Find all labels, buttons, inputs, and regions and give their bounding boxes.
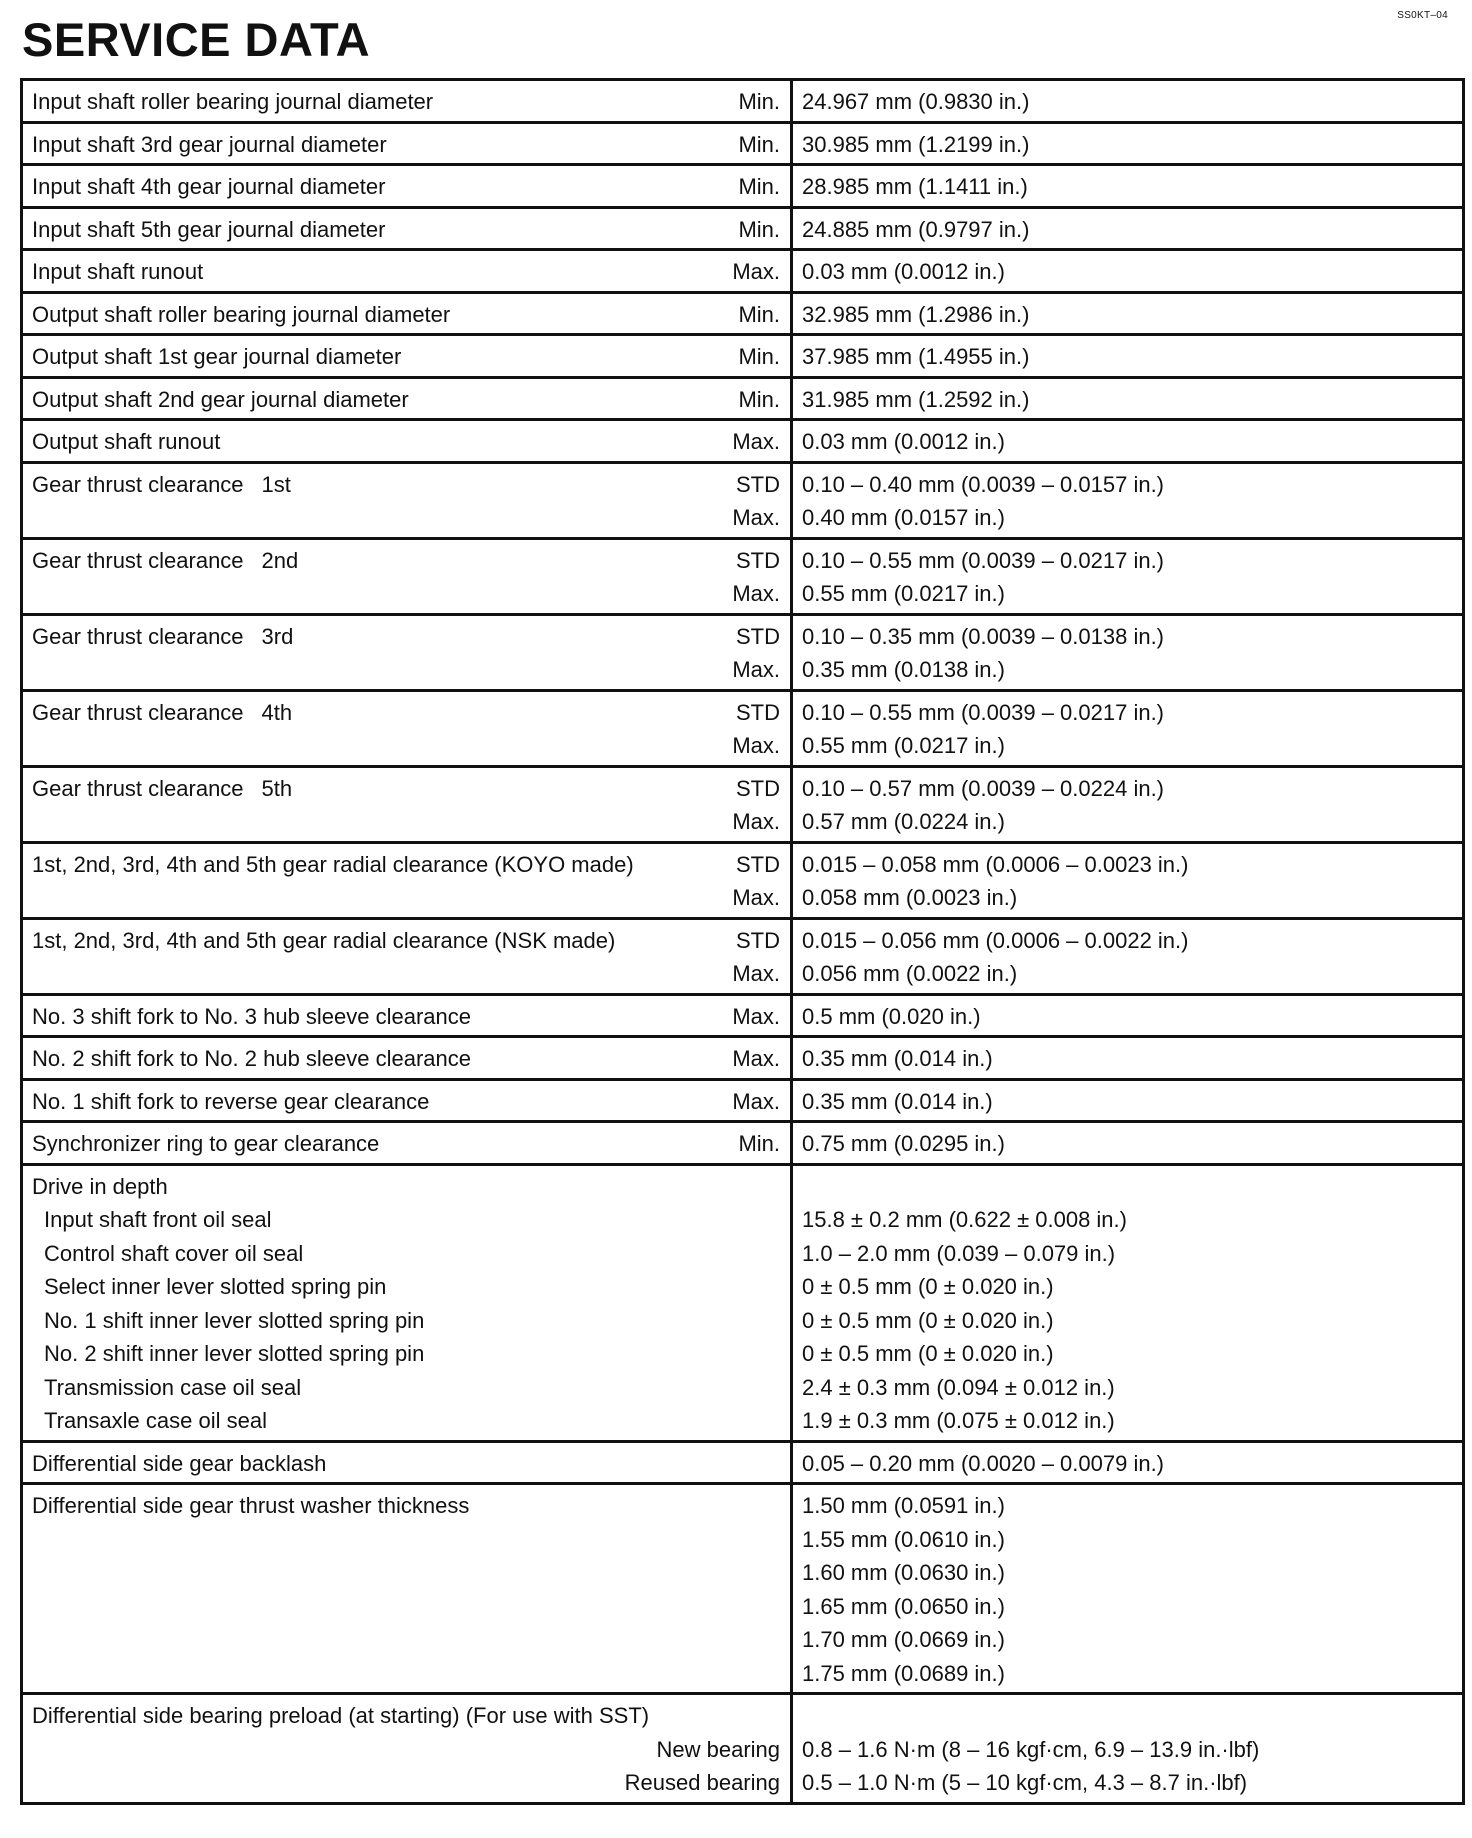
drive-in-item-value: 0 ± 0.5 mm (0 ± 0.020 in.) bbox=[802, 1307, 1054, 1333]
spec-value: 31.985 mm (1.2592 in.) bbox=[792, 377, 1464, 420]
spec-label: Output shaft 2nd gear journal diameter bbox=[22, 377, 665, 420]
std-value: 0.10 – 0.35 mm (0.0039 – 0.0138 in.) bbox=[802, 623, 1165, 649]
spec-value bbox=[792, 766, 1464, 842]
preload-item-value: 0.5 – 1.0 N·m (5 – 10 kgf·cm, 4.3 – 8.7 in.·lbf) bbox=[802, 1770, 1248, 1795]
max-label: Max. bbox=[732, 809, 780, 834]
washer-thickness-value: 1.65 mm (0.0650 in.) bbox=[802, 1593, 1005, 1619]
spec-value: 0.03 mm (0.0012 in.) bbox=[792, 420, 1464, 463]
gear-name: 4th bbox=[261, 699, 293, 725]
spec-label bbox=[22, 766, 665, 842]
std-value: 0.015 – 0.058 mm (0.0006 – 0.0023 in.) bbox=[802, 851, 1189, 877]
drive-in-item-value: 2.4 ± 0.3 mm (0.094 ± 0.012 in.) bbox=[802, 1374, 1115, 1400]
drive-in-item-label: Control shaft cover oil seal bbox=[44, 1240, 304, 1266]
std-value: 0.10 – 0.57 mm (0.0039 – 0.0224 in.) bbox=[802, 775, 1165, 801]
preload-item-label: Reused bearing bbox=[624, 1770, 780, 1795]
table-row bbox=[22, 1164, 1464, 1441]
spec-limit bbox=[665, 690, 792, 766]
max-label: Max. bbox=[732, 581, 780, 606]
table-row bbox=[22, 614, 1464, 690]
spec-value: 24.885 mm (0.9797 in.) bbox=[792, 207, 1464, 250]
std-label: STD bbox=[736, 547, 780, 573]
spec-value: 0.75 mm (0.0295 in.) bbox=[792, 1122, 1464, 1165]
std-label: STD bbox=[736, 471, 780, 497]
spec-limit: Max. bbox=[665, 250, 792, 293]
std-value: 0.10 – 0.40 mm (0.0039 – 0.0157 in.) bbox=[802, 471, 1165, 497]
washer-thickness-value: 1.75 mm (0.0689 in.) bbox=[802, 1660, 1005, 1686]
spec-value bbox=[792, 1694, 1464, 1804]
table-row bbox=[22, 420, 1464, 463]
spec-value bbox=[792, 1164, 1464, 1441]
table-row bbox=[22, 1484, 1464, 1694]
spec-limit: Max. bbox=[665, 994, 792, 1037]
preload-item-label: New bearing bbox=[656, 1736, 780, 1762]
gear-name: 1st bbox=[261, 471, 291, 497]
drive-in-item-value: 0 ± 0.5 mm (0 ± 0.020 in.) bbox=[802, 1341, 1054, 1366]
spec-label: No. 2 shift fork to No. 2 hub sleeve clearance bbox=[22, 1037, 665, 1080]
drive-in-item-label: No. 1 shift inner lever slotted spring pin bbox=[44, 1307, 425, 1333]
gear-thrust-label: Gear thrust clearance bbox=[32, 623, 244, 649]
spec-label: Differential side gear thrust washer thickness bbox=[22, 1484, 665, 1694]
spec-label: Synchronizer ring to gear clearance bbox=[22, 1122, 665, 1165]
spec-label: Output shaft roller bearing journal diameter bbox=[22, 292, 665, 335]
spec-label: Output shaft runout bbox=[22, 420, 665, 463]
spec-value: 24.967 mm (0.9830 in.) bbox=[792, 80, 1464, 123]
spec-limit bbox=[665, 766, 792, 842]
gear-thrust-label: Gear thrust clearance bbox=[32, 699, 244, 725]
max-label: Max. bbox=[732, 733, 780, 758]
spec-value: 0.03 mm (0.0012 in.) bbox=[792, 250, 1464, 293]
gear-name: 5th bbox=[261, 775, 293, 801]
service-data-table bbox=[20, 78, 1465, 1805]
std-label: STD bbox=[736, 623, 780, 649]
washer-thickness-value: 1.60 mm (0.0630 in.) bbox=[802, 1560, 1005, 1585]
max-value: 0.55 mm (0.0217 in.) bbox=[802, 733, 1005, 758]
preload-label: Differential side bearing preload (at starting) (For use with SST) bbox=[32, 1703, 650, 1728]
gear-thrust-label: Gear thrust clearance bbox=[32, 547, 244, 573]
drive-in-item-value: 1.0 – 2.0 mm (0.039 – 0.079 in.) bbox=[802, 1240, 1116, 1266]
spec-limit bbox=[665, 1484, 792, 1694]
table-row bbox=[22, 842, 1464, 918]
spec-label: No. 3 shift fork to No. 3 hub sleeve clearance bbox=[22, 994, 665, 1037]
std-value: 0.015 – 0.056 mm (0.0006 – 0.0022 in.) bbox=[802, 927, 1189, 953]
std-label: STD bbox=[736, 927, 780, 953]
spec-limit bbox=[665, 1441, 792, 1484]
std-label: STD bbox=[736, 851, 780, 877]
gear-name: 3rd bbox=[261, 623, 294, 649]
spec-limit bbox=[665, 842, 792, 918]
drive-in-item-label: Transmission case oil seal bbox=[44, 1374, 302, 1400]
table-row bbox=[22, 80, 1464, 123]
spec-limit: Min. bbox=[665, 292, 792, 335]
spec-value: 28.985 mm (1.1411 in.) bbox=[792, 165, 1464, 208]
spec-value bbox=[792, 918, 1464, 994]
spec-value: 0.35 mm (0.014 in.) bbox=[792, 1037, 1464, 1080]
drive-in-item-label: Input shaft front oil seal bbox=[44, 1207, 272, 1232]
spec-label bbox=[22, 1694, 792, 1804]
drive-in-depth-label: Drive in depth bbox=[32, 1173, 168, 1199]
spec-value bbox=[792, 614, 1464, 690]
table-row bbox=[22, 1441, 1464, 1484]
gear-thrust-label: Gear thrust clearance bbox=[32, 775, 244, 801]
spec-label: Input shaft 4th gear journal diameter bbox=[22, 165, 665, 208]
gear-name: 2nd bbox=[261, 547, 299, 573]
spec-limit: Max. bbox=[665, 1079, 792, 1122]
spec-label bbox=[22, 690, 665, 766]
table-row bbox=[22, 122, 1464, 165]
spec-limit bbox=[665, 1164, 792, 1441]
preload-item-value: 0.8 – 1.6 N·m (8 – 16 kgf·cm, 6.9 – 13.9 in.·lbf) bbox=[802, 1736, 1260, 1762]
drive-in-item-label: Transaxle case oil seal bbox=[44, 1408, 267, 1433]
spec-label: 1st, 2nd, 3rd, 4th and 5th gear radial clearance (KOYO made) bbox=[22, 842, 665, 918]
table-row bbox=[22, 766, 1464, 842]
spec-label: Differential side gear backlash bbox=[22, 1441, 665, 1484]
spec-limit bbox=[665, 538, 792, 614]
std-label: STD bbox=[736, 775, 780, 801]
table-row bbox=[22, 918, 1464, 994]
spec-value: 0.05 – 0.20 mm (0.0020 – 0.0079 in.) bbox=[792, 1441, 1464, 1484]
table-row bbox=[22, 1079, 1464, 1122]
washer-thickness-value: 1.55 mm (0.0610 in.) bbox=[802, 1526, 1005, 1552]
spec-value bbox=[792, 462, 1464, 538]
spec-label bbox=[22, 538, 665, 614]
washer-thickness-value: 1.70 mm (0.0669 in.) bbox=[802, 1627, 1005, 1652]
drive-in-item-value: 0 ± 0.5 mm (0 ± 0.020 in.) bbox=[802, 1274, 1054, 1299]
table-row bbox=[22, 250, 1464, 293]
spec-limit: Min. bbox=[665, 207, 792, 250]
document-code: SS0KT–04 bbox=[1397, 10, 1448, 21]
drive-in-item-value: 1.9 ± 0.3 mm (0.075 ± 0.012 in.) bbox=[802, 1408, 1115, 1433]
spec-value bbox=[792, 690, 1464, 766]
table-row bbox=[22, 1037, 1464, 1080]
spec-label: Input shaft 5th gear journal diameter bbox=[22, 207, 665, 250]
spec-limit bbox=[665, 462, 792, 538]
spec-value: 37.985 mm (1.4955 in.) bbox=[792, 335, 1464, 378]
spec-label bbox=[22, 1164, 665, 1441]
spec-label: Output shaft 1st gear journal diameter bbox=[22, 335, 665, 378]
table-row bbox=[22, 994, 1464, 1037]
max-label: Max. bbox=[732, 885, 780, 910]
table-row bbox=[22, 207, 1464, 250]
spec-value bbox=[792, 1484, 1464, 1694]
spec-value: 30.985 mm (1.2199 in.) bbox=[792, 122, 1464, 165]
std-value: 0.10 – 0.55 mm (0.0039 – 0.0217 in.) bbox=[802, 547, 1165, 573]
spec-limit: Min. bbox=[665, 80, 792, 123]
washer-thickness-value: 1.50 mm (0.0591 in.) bbox=[802, 1493, 1005, 1518]
table-row bbox=[22, 1694, 1464, 1804]
gear-thrust-label: Gear thrust clearance bbox=[32, 471, 244, 497]
spec-value: 0.35 mm (0.014 in.) bbox=[792, 1079, 1464, 1122]
max-value: 0.55 mm (0.0217 in.) bbox=[802, 581, 1005, 606]
std-value: 0.10 – 0.55 mm (0.0039 – 0.0217 in.) bbox=[802, 699, 1165, 725]
spec-label: Input shaft roller bearing journal diameter bbox=[22, 80, 665, 123]
table-row bbox=[22, 462, 1464, 538]
spec-value: 0.5 mm (0.020 in.) bbox=[792, 994, 1464, 1037]
spec-limit: Max. bbox=[665, 420, 792, 463]
spec-label: Input shaft 3rd gear journal diameter bbox=[22, 122, 665, 165]
spec-limit: Min. bbox=[665, 165, 792, 208]
spec-label: 1st, 2nd, 3rd, 4th and 5th gear radial clearance (NSK made) bbox=[22, 918, 665, 994]
spec-limit: Min. bbox=[665, 1122, 792, 1165]
spec-label: No. 1 shift fork to reverse gear clearance bbox=[22, 1079, 665, 1122]
drive-in-item-label: No. 2 shift inner lever slotted spring pin bbox=[44, 1341, 425, 1366]
max-label: Max. bbox=[732, 505, 780, 530]
std-label: STD bbox=[736, 699, 780, 725]
spec-value: 32.985 mm (1.2986 in.) bbox=[792, 292, 1464, 335]
table-row bbox=[22, 335, 1464, 378]
max-value: 0.57 mm (0.0224 in.) bbox=[802, 809, 1005, 834]
spec-value bbox=[792, 538, 1464, 614]
table-row bbox=[22, 165, 1464, 208]
spec-limit: Min. bbox=[665, 122, 792, 165]
spec-limit bbox=[665, 614, 792, 690]
spec-limit: Min. bbox=[665, 377, 792, 420]
table-row bbox=[22, 292, 1464, 335]
table-row bbox=[22, 1122, 1464, 1165]
max-value: 0.056 mm (0.0022 in.) bbox=[802, 961, 1018, 986]
drive-in-item-value: 15.8 ± 0.2 mm (0.622 ± 0.008 in.) bbox=[802, 1207, 1127, 1232]
page-title: SERVICE DATA bbox=[22, 13, 371, 66]
table-row bbox=[22, 690, 1464, 766]
spec-label bbox=[22, 614, 665, 690]
table-row bbox=[22, 377, 1464, 420]
drive-in-item-label: Select inner lever slotted spring pin bbox=[44, 1274, 387, 1299]
spec-value bbox=[792, 842, 1464, 918]
max-label: Max. bbox=[732, 657, 780, 682]
spec-label: Input shaft runout bbox=[22, 250, 665, 293]
max-value: 0.35 mm (0.0138 in.) bbox=[802, 657, 1005, 682]
spec-limit: Max. bbox=[665, 1037, 792, 1080]
table-row bbox=[22, 538, 1464, 614]
spec-limit bbox=[665, 918, 792, 994]
max-value: 0.058 mm (0.0023 in.) bbox=[802, 885, 1018, 910]
spec-label bbox=[22, 462, 665, 538]
max-value: 0.40 mm (0.0157 in.) bbox=[802, 505, 1005, 530]
spec-limit: Min. bbox=[665, 335, 792, 378]
max-label: Max. bbox=[732, 961, 780, 986]
